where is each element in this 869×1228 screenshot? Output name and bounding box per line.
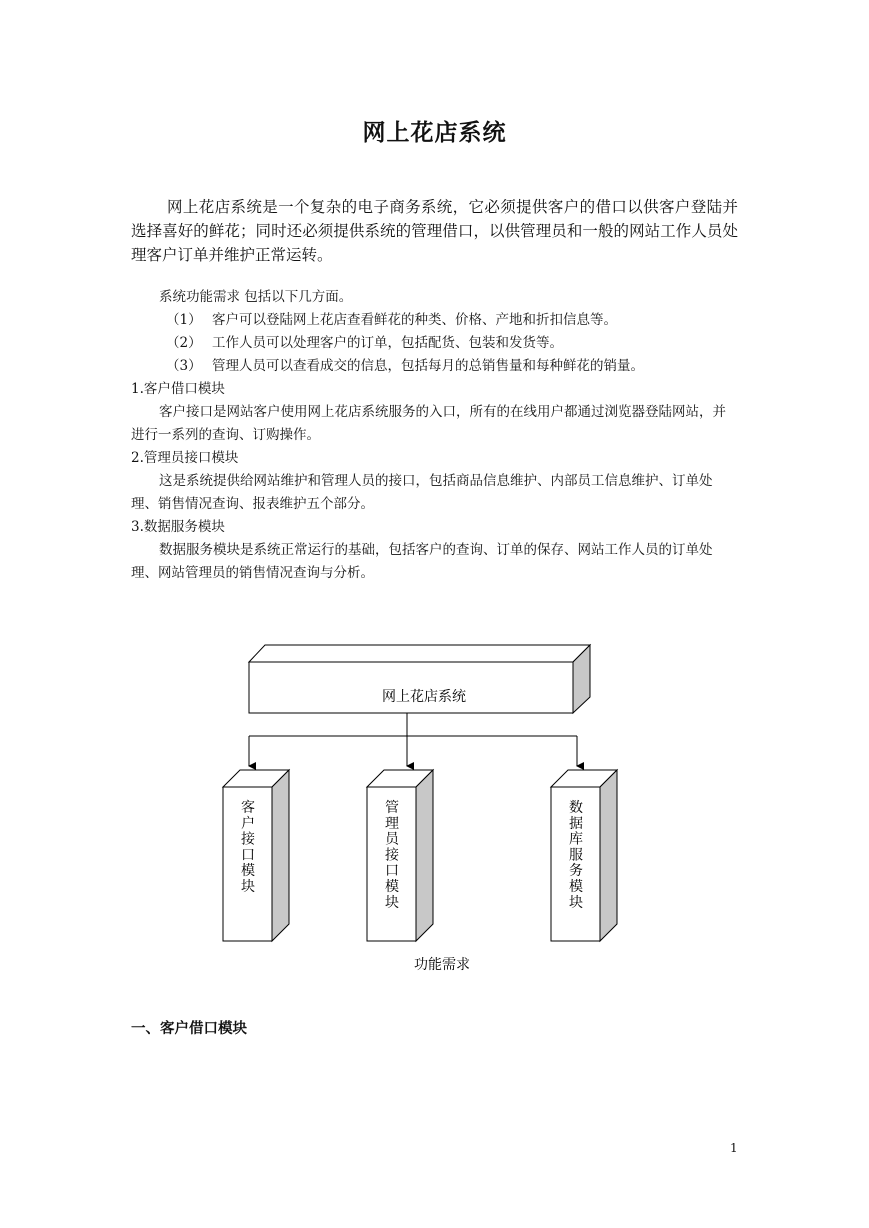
page-title: 网上花店系统 (362, 119, 507, 146)
module-heading-1: 1.客户借口模块 (131, 381, 225, 397)
module-heading-2: 2.管理员接口模块 (131, 450, 239, 466)
section-heading: 一、客户借口模块 (131, 1020, 247, 1037)
diagram-caption: 功能需求 (414, 957, 470, 973)
child-box-database (551, 770, 617, 941)
child-box-admin (367, 770, 433, 941)
connector-lines (249, 713, 577, 766)
intro-text: 网上花店系统是一个复杂的电子商务系统，它必须提供客户的借口以供客户登陆并选择喜好的鲜花；同时还必须提供系统的管理借口，以供管理员和一般的网站工作人员处理客户订单并维护正常运转。 (131, 198, 738, 264)
child-box-admin-label: 管理员接口模块 (385, 800, 399, 911)
requirement-item-1: （1） 客户可以登陆网上花店查看鲜花的种类、价格、产地和折扣信息等。 (166, 312, 617, 328)
child-box-customer (223, 770, 289, 941)
module-text-1: 客户接口是网站客户使用网上花店系统服务的入口，所有的在线用户都通过浏览器登陆网站，并进行一系列的查询、订购操作。 (131, 404, 726, 443)
module-text-2: 这是系统提供给网站维护和管理人员的接口，包括商品信息维护、内部员工信息维护、订单处理、销售情况查询、报表维护五个部分。 (131, 473, 713, 512)
requirements-lead: 系统功能需求 包括以下几方面。 (159, 289, 353, 305)
requirement-item-3: （3） 管理人员可以查看成交的信息，包括每月的总销售量和每种鲜花的销量。 (166, 358, 644, 374)
child-box-customer-label: 客户接口模块 (241, 800, 255, 895)
root-box-label: 网上花店系统 (382, 689, 466, 705)
child-box-database-label: 数据库服务模块 (569, 800, 583, 911)
page-number: 1 (730, 1141, 738, 1155)
module-text-3: 数据服务模块是系统正常运行的基础，包括客户的查询、订单的保存、网站工作人员的订单处理、网站管理员的销售情况查询与分析。 (131, 542, 713, 581)
module-heading-3: 3.数据服务模块 (131, 519, 225, 535)
requirement-item-2: （2） 工作人员可以处理客户的订单，包括配货、包装和发货等。 (166, 335, 563, 351)
